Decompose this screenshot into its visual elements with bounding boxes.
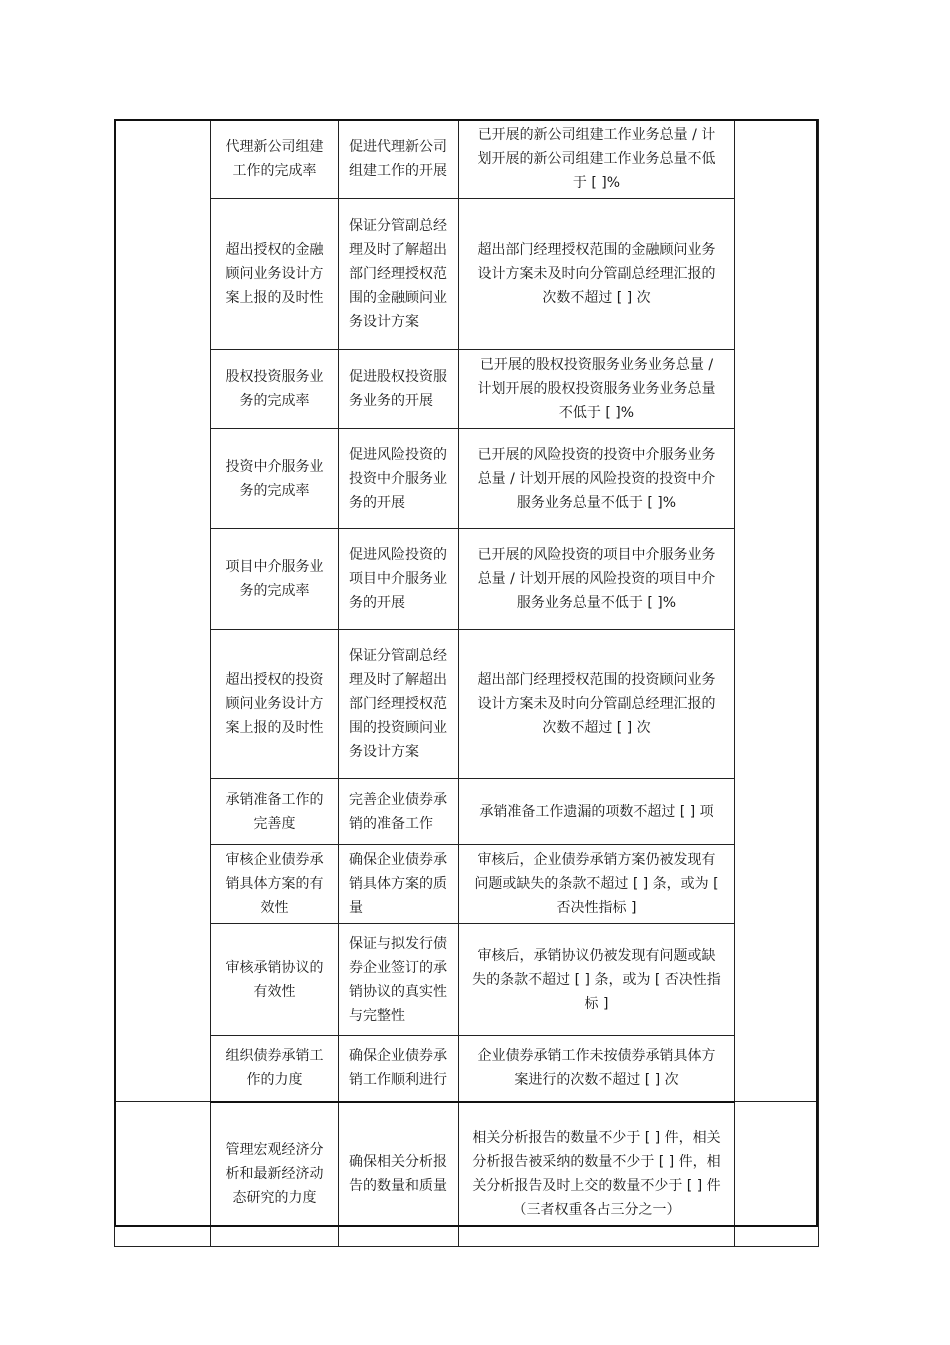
table-row <box>115 120 819 199</box>
indicator-cell: 投资中介服务业务的完成率 <box>211 429 339 529</box>
table-row <box>115 845 819 924</box>
indicator-cell: 股权投资服务业务的完成率 <box>211 350 339 429</box>
indicator-cell: 审核承销协议的有效性 <box>211 924 339 1036</box>
standard-cell: 已开展的股权投资服务业务业务总量 / 计划开展的股权投资服务业务业务总量不低于 [ ]% <box>459 350 735 429</box>
table-row <box>115 199 819 350</box>
weight-cell <box>735 1102 819 1247</box>
purpose-cell: 确保企业债券承销工作顺利进行 <box>339 1036 459 1102</box>
table-row <box>115 924 819 1036</box>
standard-cell: 企业债券承销工作未按债券承销具体方案进行的次数不超过 [ ] 次 <box>459 1036 735 1102</box>
purpose-cell: 促进风险投资的投资中介服务业务的开展 <box>339 429 459 529</box>
standard-cell: 审核后，企业债券承销方案仍被发现有问题或缺失的条款不超过 [ ] 条，或为 [ 否决性指标 ] <box>459 845 735 924</box>
table-row <box>115 1102 819 1247</box>
purpose-cell: 保证与拟发行债券企业签订的承销协议的真实性与完整性 <box>339 924 459 1036</box>
indicator-cell: 项目中介服务业务的完成率 <box>211 529 339 630</box>
category-cell <box>115 1102 211 1247</box>
table-row <box>115 429 819 529</box>
weight-cell <box>735 120 819 1102</box>
purpose-cell: 确保企业债券承销具体方案的质量 <box>339 845 459 924</box>
table-row <box>115 1036 819 1102</box>
standard-cell: 超出部门经理授权范围的金融顾问业务设计方案未及时向分管副总经理汇报的次数不超过 [ ] 次 <box>459 199 735 350</box>
indicator-cell: 超出授权的投资顾问业务设计方案上报的及时性 <box>211 630 339 779</box>
standard-cell: 已开展的风险投资的项目中介服务业务总量 / 计划开展的风险投资的项目中介服务业务总量不低于 [ ]% <box>459 529 735 630</box>
indicator-cell: 承销准备工作的完善度 <box>211 779 339 845</box>
category-cell <box>115 120 211 1102</box>
purpose-cell: 促进风险投资的项目中介服务业务的开展 <box>339 529 459 630</box>
purpose-cell: 促进代理新公司组建工作的开展 <box>339 120 459 199</box>
standard-cell: 已开展的新公司组建工作业务总量 / 计划开展的新公司组建工作业务总量不低于 [ ]% <box>459 120 735 199</box>
purpose-cell: 保证分管副总经理及时了解超出部门经理授权范围的投资顾问业务设计方案 <box>339 630 459 779</box>
indicator-cell: 审核企业债券承销具体方案的有效性 <box>211 845 339 924</box>
table-row <box>115 529 819 630</box>
standard-cell: 审核后，承销协议仍被发现有问题或缺失的条款不超过 [ ] 条，或为 [ 否决性指标 ] <box>459 924 735 1036</box>
standard-cell: 相关分析报告的数量不少于 [ ] 件，相关分析报告被采纳的数量不少于 [ ] 件，相关分析报告及时上交的数量不少于 [ ] 件（三者权重各占三分之一） <box>459 1102 735 1247</box>
purpose-cell: 确保相关分析报告的数量和质量 <box>339 1102 459 1247</box>
table-row <box>115 779 819 845</box>
purpose-cell: 促进股权投资服务业务的开展 <box>339 350 459 429</box>
purpose-cell: 完善企业债券承销的准备工作 <box>339 779 459 845</box>
table-row <box>115 630 819 779</box>
standard-cell: 超出部门经理授权范围的投资顾问业务设计方案未及时向分管副总经理汇报的次数不超过 [ ] 次 <box>459 630 735 779</box>
purpose-cell: 保证分管副总经理及时了解超出部门经理授权范围的金融顾问业务设计方案 <box>339 199 459 350</box>
standard-cell: 承销准备工作遗漏的项数不超过 [ ] 项 <box>459 779 735 845</box>
standard-cell: 已开展的风险投资的投资中介服务业务总量 / 计划开展的风险投资的投资中介服务业务总量不低于 [ ]% <box>459 429 735 529</box>
indicator-cell: 代理新公司组建工作的完成率 <box>211 120 339 199</box>
indicator-cell: 组织债券承销工作的力度 <box>211 1036 339 1102</box>
indicator-cell: 超出授权的金融顾问业务设计方案上报的及时性 <box>211 199 339 350</box>
kpi-table <box>114 119 819 1247</box>
indicator-cell: 管理宏观经济分析和最新经济动态研究的力度 <box>211 1102 339 1247</box>
table-row <box>115 350 819 429</box>
